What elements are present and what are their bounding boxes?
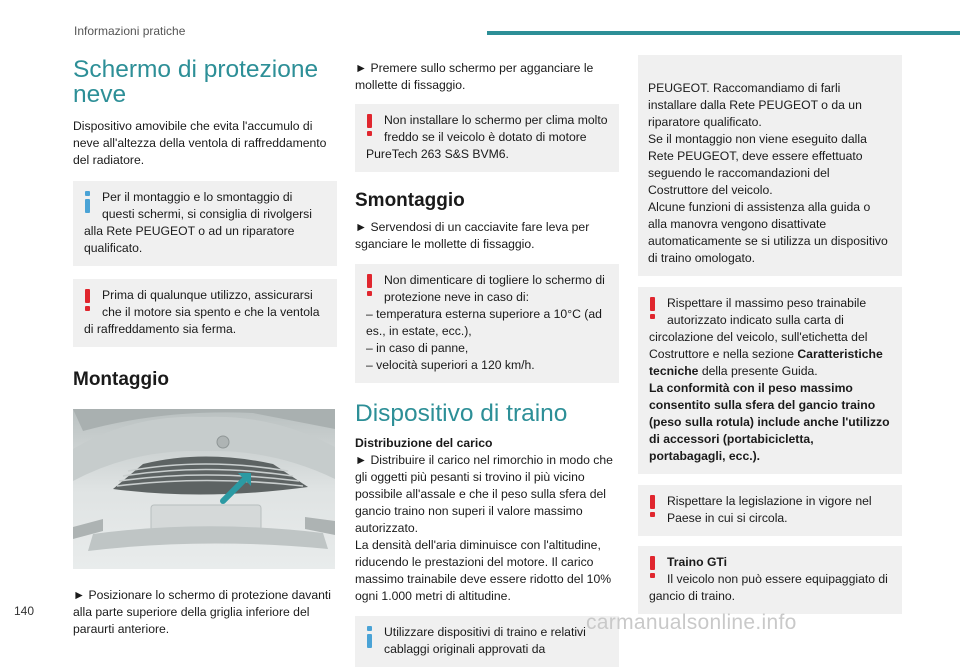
header-section-title: Informazioni pratiche (74, 24, 186, 38)
warning-icon (649, 495, 656, 517)
warning-note-puretech: Non installare lo schermo per clima molto freddo se il veicolo è dotato di motore PureTech 263 S&S BVM6. (355, 104, 619, 172)
warning-note-max-weight: Rispettare il massimo peso trainabile autorizzato indicato sulla carta di circolazione del veicolo, sull'etichetta del Costruttore e nella sezione Caratteristiche tecniche della presente Guida. La conformità con il peso massimo consentito sulla sfera del gancio traino (peso sulla rotula) include anche l'utilizzo di accessori (portabicicletta, portabagagli, ecc.). (638, 287, 902, 474)
section-title-snow-screen (73, 57, 337, 107)
warning-icon (649, 297, 656, 319)
heading-smontaggio: Smontaggio (355, 190, 465, 211)
car-front-grille-illustration (73, 409, 335, 569)
step-press-screen: ► Premere sullo schermo per agganciare le mollette di fissaggio. (355, 61, 594, 92)
step-unhook-screen: ► Servendosi di un cacciavite fare leva per sganciare le mollette di fissaggio. (355, 220, 590, 251)
watermark: carmanualsonline.info (586, 611, 797, 634)
title-line-1: Schermo di protezione (73, 56, 319, 83)
warning-note-engine-off: Prima di qualunque utilizzo, assicurarsi che il motore sia spento e che la ventola di raffreddamento sia ferma. (73, 279, 337, 347)
info-icon (84, 191, 91, 213)
info-icon (366, 626, 373, 648)
warning-note-gti-towing: Traino GTi Il veicolo non può essere equipaggiato di gancio di traino. (638, 546, 902, 614)
heading-montaggio: Montaggio (73, 369, 170, 390)
column-1 (73, 50, 337, 638)
altitude-text: La densità dell'aria diminuisce con l'altitudine, riducendo le prestazioni del motore. Il carico massimo trainabile deve essere ridotto del 10% ogni 1.000 metri di altitudine. (355, 538, 612, 603)
warning-note-legislation: Rispettare la legislazione in vigore nel Paese in cui si circola. (638, 485, 902, 536)
car-grille-svg (73, 409, 335, 569)
section-title-towing: Dispositivo di traino (355, 400, 568, 427)
title-line-2: neve (73, 81, 127, 108)
step-position-screen: ► Posizionare lo schermo di protezione davanti alla parte superiore della griglia inferiore del paraurti anteriore. (73, 588, 331, 636)
warning-icon (366, 114, 373, 136)
snow-screen-intro: Dispositivo amovibile che evita l'accumulo di neve all'altezza della ventola di raffreddamento del radiatore. (73, 119, 327, 167)
info-note-towing-devices: Utilizzare dispositivi di traino e relativi cablaggi originali approvati da (355, 616, 619, 667)
load-distribution-text: ► Distribuire il carico nel rimorchio in modo che gli oggetti più pesanti si trovino il più vicino possibile all'assale e che il peso sulla sfera del gancio traino non superi il valore massimo autorizzato. (355, 453, 613, 535)
column-2 (355, 50, 619, 667)
warning-icon (649, 556, 656, 578)
info-note-continued: PEUGEOT. Raccomandiamo di farli installare dalla Rete PEUGEOT o da un riparatore qualificato. Se il montaggio non viene eseguito dalla Rete PEUGEOT, deve essere effettuato seguendo le raccomandazioni del Costruttore del veicolo. Alcune funzioni di assistenza alla guida o alla manovra vengono disattivate automaticamente se si utilizza un dispositivo di traino omologato. (638, 55, 902, 276)
warning-icon (366, 274, 373, 296)
info-note-mounting: Per il montaggio e lo smontaggio di questi schermi, si consiglia di rivolgersi alla Rete PEUGEOT o ad un riparatore qualificato. (73, 181, 337, 266)
warning-note-remove-screen: Non dimenticare di togliere lo schermo di protezione neve in caso di: – temperatura esterna superiore a 10°C (ad es., in estate, ecc.), – in caso di panne, – velocità superiori a 120 km/h. (355, 264, 619, 383)
page-number: 140 (14, 604, 35, 618)
column-3 (638, 50, 902, 614)
warning-icon (84, 289, 91, 311)
header-accent-bar (487, 31, 960, 35)
subheading-load-distribution: Distribuzione del carico (355, 436, 493, 450)
